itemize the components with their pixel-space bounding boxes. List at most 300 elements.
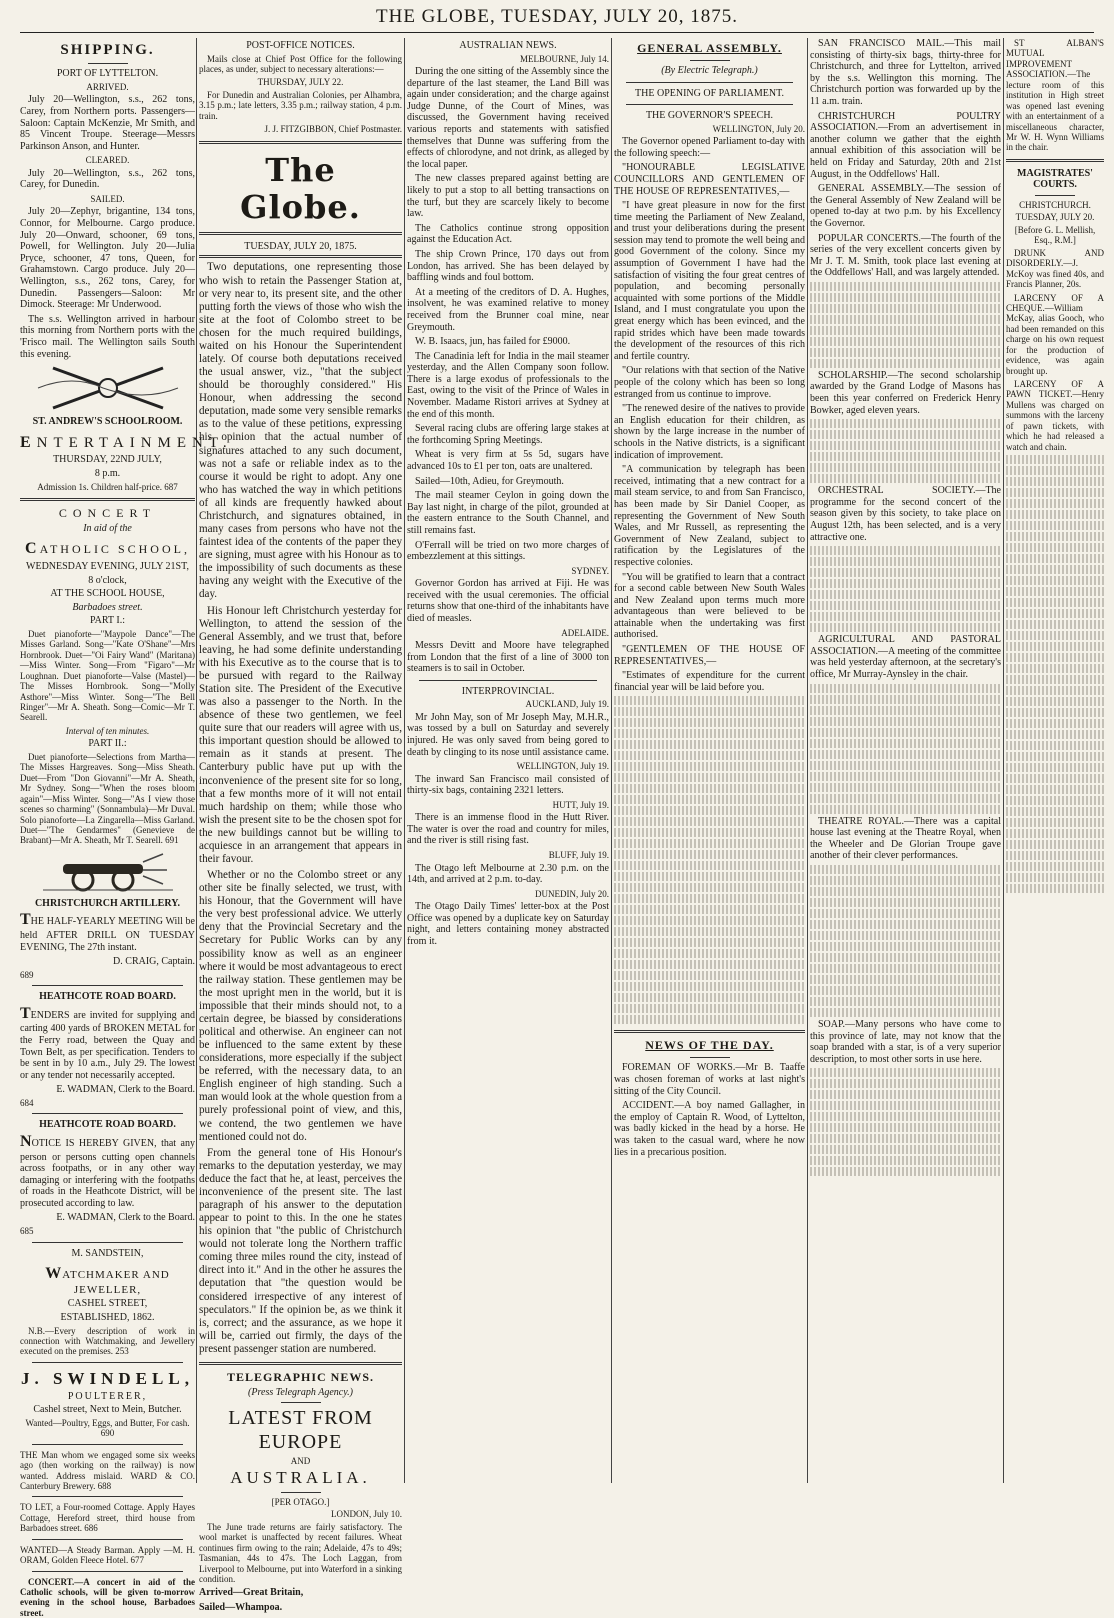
sydney-text: Governor Gordon has arrived at Fiji. He was received with the usual ceremonies. The official returns show that one-third of the inhabitants have died of measles. (407, 578, 609, 624)
drop-cap: T (20, 1004, 31, 1022)
text-line (810, 805, 1001, 814)
masthead: THE GLOBE, TUESDAY, JULY 20, 1875. (376, 6, 738, 27)
cleared-label: CLEARED. (85, 155, 130, 166)
divider (614, 1030, 805, 1033)
arrived-label: ARRIVED. (86, 81, 129, 92)
news-paragraph: The ship Crown Prince, 170 days out from London, has arrived. She has been delayed by baffling winds and foul bottom. (407, 248, 609, 284)
part-two-heading: PART II.: (88, 738, 127, 750)
auckland-dateline: AUCKLAND, July 19. (525, 699, 609, 710)
divider (281, 1402, 321, 1403)
text-line (614, 872, 805, 881)
text-line (810, 348, 1001, 357)
text-line (614, 795, 805, 804)
column-2-leader (199, 38, 403, 1614)
artillery-signature: D. CRAIG, Captain. (113, 956, 195, 968)
adelaide-text: Messrs Devitt and Moore have telegraphed from London that the first of a line of 3000 ton steamers is to sail in October. (407, 640, 609, 675)
text-line (810, 282, 1001, 291)
text-line (614, 1015, 805, 1024)
news-paragraph: Wheat is very firm at 5s 5d, sugars have advanced 10s to £1 per ton, oats are unaltered. (407, 449, 609, 473)
text-line (810, 761, 1001, 770)
text-line (810, 474, 1001, 483)
postmaster-signature: J. J. FITZGIBBON, Chief Postmaster. (264, 124, 402, 135)
text-line (810, 601, 1001, 610)
concert-date: WEDNESDAY EVENING, JULY 21ST, (26, 560, 189, 572)
text-line (1006, 653, 1104, 662)
drop-cap: W (45, 1265, 63, 1283)
interval-note: Interval of ten minutes. (65, 725, 150, 736)
text-line (810, 953, 1001, 962)
news-paragraph: FOREMAN OF WORKS.—Mr B. Taaffe was chosen foreman of works at last night's sitting of the City Council. (614, 1062, 805, 1097)
text-line (810, 986, 1001, 995)
shipping-note: The s.s. Wellington arrived in harbour this morning from Northern ports with the 'Frisco mail. The Wellington sails South this evening. (20, 313, 195, 360)
column-4-general-assembly (614, 38, 805, 1483)
post-office-text: Mails close at Chief Post Office for the following places, as under, subject to necessary alterations:— (199, 53, 402, 75)
electric-telegraph: (By Electric Telegraph.) (661, 64, 758, 76)
divider (199, 141, 402, 144)
text-line (1006, 642, 1104, 651)
latest-heading: LATEST FROM EUROPE (228, 1407, 373, 1453)
text-line (1006, 587, 1104, 596)
watchmaker-text: ATCHMAKER AND JEWELLER, (62, 1269, 170, 1296)
divider (32, 1539, 183, 1540)
text-line (810, 463, 1001, 472)
divider (626, 82, 793, 83)
divider (32, 1113, 183, 1114)
news-paragraph: The new classes prepared against betting are likely to put a stop to all betting transactions on the turf, but they are scarcely likely to become law. (407, 173, 609, 220)
text-line (810, 964, 1001, 973)
text-line (810, 794, 1001, 803)
divider (32, 985, 183, 986)
text-line (810, 728, 1001, 737)
bluff-text: The Otago left Melbourne at 2.30 p.m. on the 14th, and arrived at 2 p.m. to-day. (407, 862, 609, 886)
text-line (614, 718, 805, 727)
school-name: ATHOLIC SCHOOL, (39, 542, 190, 557)
australia-heading: AUSTRALIA. (230, 1468, 371, 1488)
divider (281, 1492, 321, 1493)
post-office-dunedin: For Dunedin and Australian Colonies, per Alhambra, 3.15 p.m.; late letters, 3.35 p.m.; railway station, 4 p.m. train. (199, 89, 402, 121)
man-wanted-notice: THE Man whom we engaged some six weeks ago (then working on the railway) is now wanted. Address mislaid. WARD & CO. Canterbury Brewery. 688 (20, 1449, 195, 1491)
post-office-heading: POST-OFFICE NOTICES. (246, 40, 355, 51)
text-line (810, 1112, 1001, 1121)
artillery-heading: CHRISTCHURCH ARTILLERY. (34, 897, 181, 909)
poulterer-wanted: Wanted—Poultry, Eggs, and Butter, For cash. 690 (25, 1417, 190, 1439)
news-paragraph: POPULAR CONCERTS.—The fourth of the series of the very excellent concerts given by Mr J. T. M. Smith, took place last evening at the Oddfellows' Hall, and was largely attended. (810, 232, 1001, 279)
text-line (1006, 466, 1104, 475)
news-paragraph: ST ALBAN'S MUTUAL IMPROVEMENT ASSOCIATION.—The lecture room of this institution in High street was opened last evening with an entertainment of a miscellaneous character, Mr W. H. Wynn Williams in the chair. (1006, 38, 1104, 153)
text-line (614, 817, 805, 826)
speech-paragraph: The Governor opened Parliament to-day with the following speech:— (614, 136, 805, 159)
divider (20, 498, 195, 501)
divider (32, 1242, 183, 1243)
news-paragraph: W. B. Isaacs, jun, has failed for £9000. (415, 336, 571, 348)
text-line (810, 1134, 1001, 1143)
text-line (1006, 741, 1104, 750)
text-line (614, 740, 805, 749)
column-1-advertisements (20, 38, 233, 1618)
cleared-text: July 20—Wellington, s.s., 262 tons, Carey, for Dunedin. (20, 167, 195, 191)
text-line (1006, 851, 1104, 860)
text-line (810, 568, 1001, 577)
leader-paragraph: His Honour left Christchurch yesterday for Wellington, to attend the session of the General Assembly, and we trust that, before leaving, he had some definite understanding with his Executive as to the course that is to be pursued with regard to the Railway Station site. The President of the Executive was also a passenger to the North. In the absence of these two gentlemen, we feel quite sure that our readers will agree with us, this important question should be allowed to remain as it stands at present. The Canterbury public have put up with the inconvenience of the present site for so long, that a few months more of it will not entail much hardship on them; while those who wish the present site to be the chosen spot for the new buildings cannot but be willing to acquiesce in an arrangement that appears in their favour. (199, 604, 402, 865)
speech-paragraph: "The renewed desire of the natives to provide an English education for their children, as shown by the large increase in the number of schools in the Native districts, is a significant indication of improvement. (614, 403, 805, 461)
speech-paragraph: "HONOURABLE LEGISLATIVE COUNCILLORS AND GENTLEMEN OF THE HOUSE OF REPRESENTATIVES,— (614, 162, 805, 197)
hutt-dateline: HUTT, July 19. (552, 799, 609, 810)
text-line (1006, 664, 1104, 673)
drop-cap: N (20, 1132, 32, 1150)
text-line (810, 772, 1001, 781)
text-line (1006, 576, 1104, 585)
interprovincial-heading: INTERPROVINCIAL. (461, 685, 555, 697)
dunedin-dateline: DUNEDIN, July 20. (535, 888, 609, 899)
ad-number: 684 (20, 1097, 34, 1108)
text-line (810, 326, 1001, 335)
text-line (810, 546, 1001, 555)
news-paragraph: Sailed—10th, Adieu, for Greymouth. (415, 475, 564, 487)
text-line (810, 293, 1001, 302)
text-line (810, 337, 1001, 346)
text-line (1006, 752, 1104, 761)
press-agency: (Press Telegraph Agency.) (248, 1386, 353, 1398)
divider (199, 1362, 402, 1365)
arrived-line: Arrived—Great Britain, (199, 1587, 304, 1599)
column-rule (611, 38, 612, 1483)
drop-cap: T (20, 911, 31, 929)
top-rule (20, 32, 1094, 33)
tender-text: ENDERS are invited for supplying and carting 400 yards of BROKEN METAL for the Ferry road, between the Quay and Town Belt, as per specification. Tenders to be sent in by 10 a.m., July 29. The lowest or any tender not necessarily accepted. (20, 1009, 195, 1081)
news-paragraph: ORCHESTRAL SOCIETY.—The programme for the second concert of the season given by this society, to take place on August 12th, has been selected, and is a very attractive one. (810, 485, 1001, 543)
dunedin-text: The Otago Daily Times' letter-box at the Post Office was opened by a duplicate key on Saturday night, and letters containing money abstracted from it. (407, 901, 609, 947)
part-two-programme: Duet pianoforte—Selections from Martha—The Misses Hargreaves. Song—Miss Sheath. Duet—From "Don Giovanni"—Mr A. Sheath, Mr Sydney. Song—"When the roses bloom again"—Miss Winter. Song—"As I view those scenes so charming" (Sonnambula)—Mr Duval. Solo pianoforte—La Zingarella—Miss Garland. Duet—"The Gendarmes" (Genevieve de Brabant)—Mr A. Sheath, Mr T. Searell. 691 (20, 751, 195, 846)
column-6-magistrates (1006, 38, 1104, 1483)
text-line (614, 971, 805, 980)
divider (690, 60, 730, 61)
wellington-dateline: WELLINGTON, July 19. (516, 761, 609, 772)
wadman-signature: E. WADMAN, Clerk to the Board. (56, 1212, 195, 1224)
column-rule (807, 38, 808, 1483)
text-line (614, 1004, 805, 1013)
text-line (1006, 477, 1104, 486)
column-3-australian-news (407, 38, 609, 1483)
text-line (1006, 763, 1104, 772)
text-line (1006, 730, 1104, 739)
court-case: LARCENY OF A PAWN TICKET.—Henry Mullens was charged on summons with the larceny of pawn tickets, with which he had released a watch and chain. (1006, 379, 1104, 452)
entertainment-date: THURSDAY, 22ND JULY, (53, 454, 162, 466)
text-line (810, 920, 1001, 929)
text-line (810, 1068, 1001, 1077)
text-line (810, 684, 1001, 693)
per-otago: [PER OTAGO.] (271, 1496, 330, 1507)
news-paragraph: The mail steamer Ceylon in going down the Bay last night, in charge of the pilot, grounded at the eastern entrance to the South Channel, and still remains fast. (407, 490, 609, 536)
text-line (810, 783, 1001, 792)
text-line (810, 706, 1001, 715)
wadman-signature: E. WADMAN, Clerk to the Board. (56, 1084, 195, 1096)
artillery-notice (20, 911, 195, 953)
cashel-street: CASHEL STREET, (67, 1298, 148, 1310)
sydney-dateline: SYDNEY. (571, 565, 609, 576)
text-line (614, 806, 805, 815)
text-line (614, 707, 805, 716)
text-line (1006, 807, 1104, 816)
text-line (810, 887, 1001, 896)
text-line (1006, 829, 1104, 838)
column-5-local-news (810, 38, 1001, 1483)
text-line (1006, 455, 1104, 464)
text-line (810, 1079, 1001, 1088)
text-line (810, 304, 1001, 313)
concert-school (20, 540, 195, 559)
divider (1035, 195, 1075, 196)
entertainment-word: NTERTAINMENT. (36, 434, 233, 451)
news-paragraph: SCHOLARSHIP.—The second scholarship awarded by the Grand Lodge of Masons has been this year conferred on Frederick Henry Bowker, aged eleven years. (810, 369, 1001, 416)
part-one-heading: PART I.: (90, 615, 125, 627)
text-line (614, 729, 805, 738)
text-line (1006, 631, 1104, 640)
swindell-name: J. SWINDELL, (21, 1368, 194, 1388)
text-line (1006, 521, 1104, 530)
divider (199, 255, 402, 258)
wellington-text: The inward San Francisco mail consisted of thirty-six bags, containing 2321 letters. (407, 773, 609, 797)
text-line (810, 739, 1001, 748)
and-word: AND (290, 1455, 311, 1466)
post-office-date: THURSDAY, JULY 22. (257, 77, 344, 88)
artillery-cannon-emblem (33, 850, 183, 894)
concert-time: 8 o'clock, (88, 574, 127, 586)
text-line (614, 949, 805, 958)
text-line (810, 865, 1001, 874)
text-line (614, 905, 805, 914)
text-line (1006, 719, 1104, 728)
speech-paragraph: "A communication by telegraph has been received, intimating that a new contract for a mail steam service, to and from San Francisco, has been made by Sir Daniel Cooper, as representing the Government of New South Wales, and Mr Russell, as representing the Government of New Zealand, subject to ratification by the Legislatures of the respective colonies. (614, 464, 805, 568)
news-paragraph: The Catholics continue strong opposition against the Education Act. (407, 222, 609, 246)
text-line (614, 861, 805, 870)
news-paragraph: ACCIDENT.—A boy named Gallagher, in the employ of Captain R. Wood, of Lyttelton, was badly kicked in the head by a horse. He was taken to the casual ward, where he now lies in a precarious position. (614, 1100, 805, 1158)
divider (199, 232, 402, 235)
text-line (614, 916, 805, 925)
leader-paragraph: Two deputations, one representing those who wish to retain the Passenger Station at, or very near to, its present site, and the other putting forth the views of those who wish the site at the foot of Colombo street to be chosen for the much required buildings, waited on his Honour the Superintendent lately. Of course both deputations received the usual answer, viz., "that the subject should be thoroughly considered." His Honour, when addressing the second deputation, made some very sensible remarks as to the value of these petitions, expressing his opinion that the actual number of signatures attached to any such document, was not a safe or reliable index as to the course it would be right to adopt. Any one who has watched the way in which petitions of all kinds are frequently hawked about Christchurch, and signatures obtained, in many cases from persons who have not the faintest idea of the contents of the paper they are signing, must agree with his Honour as to the impossibility of such documents as these having any weight with the Executive of the day. (199, 261, 402, 601)
text-line (614, 927, 805, 936)
text-line (614, 784, 805, 793)
magistrates-heading: MAGISTRATES' COURTS. (1017, 167, 1093, 191)
notice-text: OTICE IS HEREBY GIVEN, that any person or persons cutting open channels across footpaths, or in any other way damaging or interfering with the footpaths of roads in the Heathcote District, will be prosecuted according to law. (20, 1137, 195, 1209)
before-magistrate: [Before G. L. Mellish, Esq., R.M.] (1014, 224, 1096, 246)
telegraphic-heading: TELEGRAPHIC NEWS. (226, 1369, 375, 1384)
concert-street: Barbadoes street. (72, 601, 143, 613)
shipping-heading: SHIPPING. (60, 42, 155, 58)
text-line (614, 751, 805, 760)
port-heading: PORT OF LYTTELTON. (56, 68, 159, 80)
schoolroom-heading: ST. ANDREW'S SCHOOLROOM. (32, 416, 183, 428)
leader-paragraph: From the general tone of His Honour's remarks to the deputation yesterday, we may deduce the fact that he, at least, perceives the inconvenience of the present site. The last paragraph of his answer to the deputation appear to point to this. In the one he states his opinion that "the public of Christchurch would not tolerate long the Northern traffic coming three miles round the city, instead of direct into it." And in the other he assures the deputation that "the question would be considered irrespective of any interest of speculators." If the opinion be, as we think it is, correct; and the assurance, as we hope it will be, carried out firmly, the days of the present passenger station are numbered. (199, 1146, 402, 1355)
text-line (614, 894, 805, 903)
bluff-dateline: BLUFF, July 19. (548, 850, 609, 861)
text-line (614, 828, 805, 837)
news-paragraph: The Canadinia left for India in the mail steamer yesterday, and the Allen Company soon follow. There is a large exodus of professionals to the East, owing to the visit of the Prince of Wales in November. Madame Ristori arrives at Sydney at the end of this month. (407, 350, 609, 420)
court-case: LARCENY OF A CHEQUE.—William McKay, alias Gooch, who had been remanded on this charge on his own request for the production of evidence, was again brought up. (1006, 292, 1104, 376)
speech-paragraph: "GENTLEMEN OF THE HOUSE OF REPRESENTATIVES,— (614, 644, 805, 667)
text-line (614, 850, 805, 859)
text-line (810, 612, 1001, 621)
sailed-text: July 20—Zephyr, brigantine, 134 tons, Connor, for Melbourne. Cargo produce. July 20—Onward, schooner, 69 tons, Powell, for Wellington. July 20—Julia Pryce, schooner, 47 tons, Queen, for Grahamstown. Cargo produce. July 20—Wellington, s.s., 262 tons, Carey, for Dunedin. Passengers—Saloon: Mr Dimock. Steerage: Mr Underwood. (20, 206, 195, 311)
court-case: DRUNK AND DISORDERLY.—J. McKoy was fined 40s, and Francis Planner, 20s. (1006, 247, 1104, 290)
text-line (810, 359, 1001, 368)
speech-heading: THE GOVERNOR'S SPEECH. (645, 110, 774, 122)
text-line (810, 1090, 1001, 1099)
text-line (614, 982, 805, 991)
wellington-dateline: WELLINGTON, July 20. (712, 123, 805, 134)
news-paragraph: SAN FRANCISCO MAIL.—This mail consisting of thirty-six bags, thirty-three for Christchurch, and three for Lyttelton, arrived by the s.s. Wellington this morning. The Christchurch portion was forwarded up by the 11 a.m. train. (810, 38, 1001, 107)
concert-note: CONCERT.—A concert in aid of the Catholic schools, will be given to-morrow evening in the school house, Barbadoes street. (20, 1576, 195, 1618)
news-paragraph: GENERAL ASSEMBLY.—The session of the General Assembly of New Zealand will be opened to-day at two p.m. by his Excellency the Governor. (810, 183, 1001, 229)
text-line (1006, 488, 1104, 497)
text-line (810, 1123, 1001, 1132)
news-paragraph: AGRICULTURAL AND PASTORAL ASSOCIATION.—A meeting of the committee was held yesterday afternoon, at the secretary's office, Mr Murray-Aynsley in the chair. (810, 634, 1001, 680)
text-line (614, 839, 805, 848)
text-line (810, 441, 1001, 450)
text-line (614, 960, 805, 969)
text-line (1006, 620, 1104, 629)
london-dateline: LONDON, July 10. (331, 1509, 402, 1520)
divider (32, 1571, 183, 1572)
text-line (810, 942, 1001, 951)
tender-notice (20, 1005, 195, 1082)
st-andrews-cross-emblem (33, 364, 183, 412)
divider (1006, 159, 1104, 162)
text-line (810, 1145, 1001, 1154)
text-line (1006, 818, 1104, 827)
poulterer-title: POULTERER, (67, 1390, 148, 1402)
text-line (810, 1008, 1001, 1017)
text-line (1006, 532, 1104, 541)
text-line (614, 762, 805, 771)
text-line (810, 997, 1001, 1006)
poulterer-address: Cashel street, Next to Mein, Butcher. (33, 1404, 182, 1416)
text-line (810, 315, 1001, 324)
text-line (614, 993, 805, 1002)
text-line (810, 1101, 1001, 1110)
text-line (1006, 675, 1104, 684)
text-line (810, 717, 1001, 726)
news-paragraph: O'Ferrall will be tried on two more charges of embezzlement at this sittings. (407, 539, 609, 563)
heathcote-heading: HEATHCOTE ROAD BOARD. (39, 991, 176, 1003)
text-line (1006, 708, 1104, 717)
text-line (810, 898, 1001, 907)
to-let-notice: TO LET, a Four-roomed Cottage. Apply Hayes Cottage, Hereford street, third house from Barbadoes street. 686 (20, 1502, 195, 1534)
concert-place: AT THE SCHOOL HOUSE, (50, 588, 165, 600)
footpath-notice (20, 1133, 195, 1210)
ad-number: 689 (20, 969, 34, 980)
text-line (810, 876, 1001, 885)
concert-aid: In aid of the (83, 522, 132, 534)
text-line (810, 590, 1001, 599)
text-line (614, 773, 805, 782)
adelaide-dateline: ADELAIDE. (561, 627, 609, 638)
text-line (1006, 565, 1104, 574)
text-line (1006, 686, 1104, 695)
ad-number: 685 (20, 1226, 34, 1237)
divider (32, 1362, 183, 1363)
text-line (810, 750, 1001, 759)
arrived-text: July 20—Wellington, s.s., 262 tons, Carey, from Northern ports. Passengers—Saloon: Captain McKenzie, Mr Smith, and 85 Vincent Troupe. Steerage—Messrs Parkinson Anson, and Hunter. (20, 94, 195, 152)
drop-cap: C (25, 540, 40, 558)
text-line (1006, 873, 1104, 882)
general-assembly-heading: GENERAL ASSEMBLY. (637, 41, 782, 55)
heathcote-heading: HEATHCOTE ROAD BOARD. (39, 1119, 176, 1131)
text-line (810, 909, 1001, 918)
text-line (1006, 499, 1104, 508)
divider (626, 104, 793, 105)
divider (690, 1057, 730, 1058)
text-line (810, 623, 1001, 632)
london-text: The June trade returns are fairly satisfactory. The wool market is unaffected by recent failures. Wheat continues firm owing to the rain; Adelaide, 47s to 49s; Tasmanian, 44s to 47s. The Loch Laggan, from Liverpool to Melbourne, put into Waterford in a sinking condition. (199, 1521, 402, 1585)
news-of-the-day-heading: NEWS OF THE DAY. (645, 1038, 774, 1053)
text-line (1006, 609, 1104, 618)
hutt-text: There is an immense flood in the Hutt River. The water is over the road and country for miles, and the river is still rising fast. (407, 812, 609, 847)
speech-paragraph: "Estimates of expenditure for the current financial year will be laid before you. (614, 670, 805, 693)
text-line (1006, 543, 1104, 552)
text-line (810, 1167, 1001, 1176)
text-line (614, 938, 805, 947)
melbourne-dateline: MELBOURNE, July 14. (519, 53, 609, 64)
text-line (810, 579, 1001, 588)
text-line (614, 883, 805, 892)
divider (88, 63, 128, 64)
opening-heading: THE OPENING OF PARLIAMENT. (635, 87, 784, 99)
text-line (810, 1156, 1001, 1165)
text-line (810, 557, 1001, 566)
globe-nameplate: The Globe. (240, 150, 361, 226)
australian-news-heading: AUSTRALIAN NEWS. (459, 40, 557, 51)
text-line (1006, 796, 1104, 805)
sailed-line: Sailed—Whampoa. (199, 1602, 283, 1614)
concert-heading: CONCERT (58, 505, 157, 520)
sandstein-name: M. SANDSTEIN, (71, 1247, 144, 1259)
text-line (810, 452, 1001, 461)
watchmaker-note: N.B.—Every description of work in connection with Watchmaking, and Jewellery executed on the premises. 253 (20, 1325, 195, 1357)
news-paragraph: At a meeting of the creditors of D. A. Hughes, insolvent, he was examined relative to money received from the Brunner coal mine, near Greymouth. (407, 286, 609, 333)
sailed-label: SAILED. (90, 194, 125, 205)
divider (419, 680, 597, 681)
established: ESTABLISHED, 1862. (60, 1311, 155, 1323)
news-paragraph: Several racing clubs are offering large stakes at the forthcoming Spring Meetings. (407, 423, 609, 446)
text-line (1006, 884, 1104, 893)
text-line (810, 931, 1001, 940)
divider (32, 1496, 183, 1497)
entertainment-time: 8 p.m. (94, 467, 121, 479)
speech-paragraph: "I have great pleasure in now for the first time meeting the Parliament of New Zealand, and trust your deliberations during the present session may tend to promote the well being and good Government of the colony. Since my assumption of Government I have had the satisfaction of visiting the four great centres of population, and becoming personally acquainted with some portions of the Middle Island, and I must congratulate you upon the great energy which has been evinced, and the rapid strides which have been made towards the development of the resources of this rich and fertile country. (614, 200, 805, 362)
news-paragraph: SOAP.—Many persons who have come to this province of late, may not know that the soap branded with a star, is of a very superior description, to most other sorts in use here. (810, 1018, 1001, 1065)
leader-date: TUESDAY, JULY 20, 1875. (244, 240, 357, 252)
watchmaker-title (20, 1265, 195, 1296)
leader-paragraph: Whether or no the Colombo street or any other site be finally selected, we trust, with his Honour, that the Government will have the very best professional advice. We utterly deny that the Provincial Secretary and the Secretary for Public Works can by any possibility know as well as an engineer where it would be most advantageous to erect the railway station. These gentlemen may be the most upright men in the world, but it is impossible that their minds should not, to a certain degree, be biassed by considerations political and otherwise. An engineer can not be influenced to the same extent by these considerations, more especially if the subject be referred, with the necessary data, to an English engineer of high standing. Such a man would look at the whole question from a purely professional point of view, and this, we contend, the two gentlemen we have mentioned could not do. (199, 869, 403, 1143)
text-line (810, 419, 1001, 428)
text-line (810, 975, 1001, 984)
barman-wanted-notice: WANTED—A Steady Barman. Apply —M. H. ORAM, Golden Fleece Hotel. 677 (20, 1544, 195, 1566)
column-rule (404, 38, 405, 1483)
part-one-programme: Duet pianoforte—"Maypole Dance"—The Misses Garland. Song—"Kate O'Shane"—Mrs Hornbrook. Duet—"Oi Fairy Wand" (Maritana)—Miss Winter. Song—From "Figaro"—Mr Loughnan. Duet pianoforte—Valse (Mastel)—The Misses Hornbrook. Song—"Molly Asthore"—Miss Winter. Song—"The Bell Ringer"—Mr A. Sheath. Song—Comic—Mr T. Searell. (20, 628, 195, 723)
column-rule (1003, 38, 1004, 1483)
auckland-text: Mr John May, son of Mr Joseph May, M.H.R., was tossed by a bull on Saturday and severely injured. He was only saved from being gored to death by clinging to its nose until assistance came. (407, 711, 609, 758)
speech-paragraph: "You will be gratified to learn that a contract for a second cable between New South Wales and New Zealand upon terms much more advantageous than were believed to be attainable when the undertaking was first authorised. (614, 571, 805, 641)
artillery-text: HE HALF-YEARLY MEETING Will be held AFTER DRILL ON TUESDAY EVENING, The 27th instant. (20, 916, 195, 953)
text-line (1006, 840, 1104, 849)
news-paragraph: CHRISTCHURCH POULTRY ASSOCIATION.—From an advertisement in another column we gather that the eighth annual exhibition of this association will be held on Friday and Saturday, 20th and 21st August, in the Oddfellows' Hall. (810, 110, 1001, 180)
text-line (1006, 862, 1104, 871)
text-line (810, 695, 1001, 704)
text-line (1006, 774, 1104, 783)
drop-cap: E (20, 433, 37, 451)
text-line (1006, 785, 1104, 794)
text-line (1006, 554, 1104, 563)
